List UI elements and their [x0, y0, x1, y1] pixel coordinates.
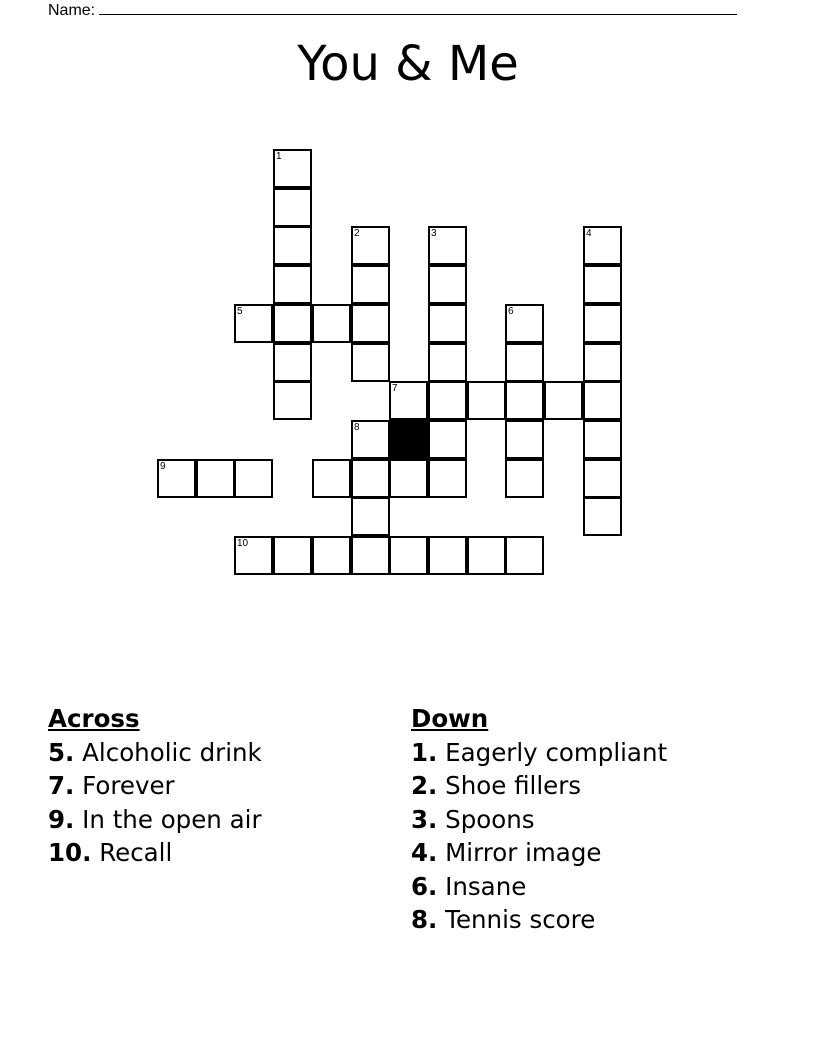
name-label: Name: [48, 2, 96, 19]
clue-number-label: 9 [160, 461, 166, 472]
down-clues [411, 702, 667, 937]
across-clue [48, 769, 262, 803]
grid-cell[interactable] [273, 188, 312, 227]
grid-cell[interactable] [273, 381, 312, 420]
black-square [389, 420, 428, 459]
clue-number: 7. [48, 771, 75, 800]
down-clue [411, 736, 667, 770]
grid-cell[interactable] [273, 265, 312, 304]
clue-text: Spoons [445, 804, 535, 834]
clue-number-label: 7 [392, 383, 398, 394]
clue-text: Recall [99, 838, 173, 867]
grid-cell[interactable] [273, 149, 312, 188]
down-clue [411, 769, 667, 803]
clue-text: Insane [445, 871, 527, 901]
clue-number-label: 3 [431, 228, 437, 239]
grid-cell[interactable] [351, 420, 390, 459]
clue-number: 3. [411, 804, 438, 834]
down-clue-list [411, 736, 667, 937]
grid-cell[interactable] [428, 459, 467, 498]
clue-number: 2. [411, 771, 438, 800]
clue-number: 5. [48, 737, 75, 767]
grid-cell[interactable] [428, 304, 467, 343]
grid-cell[interactable] [428, 536, 467, 575]
clue-text: Alcoholic drink [82, 737, 262, 767]
grid-cell[interactable] [583, 381, 622, 420]
grid-cell[interactable] [273, 304, 312, 343]
clue-text: Mirror image [445, 838, 602, 867]
grid-cell[interactable] [467, 536, 506, 575]
grid-cell[interactable] [273, 536, 312, 575]
grid-cell[interactable] [583, 343, 622, 382]
across-clue [48, 803, 262, 837]
clue-number: 9. [48, 804, 75, 834]
down-clue [411, 903, 667, 937]
grid-cell[interactable] [583, 265, 622, 304]
down-clue [411, 870, 667, 904]
grid-cell[interactable] [505, 420, 544, 459]
grid-cell[interactable] [467, 381, 506, 420]
grid-cell[interactable] [505, 343, 544, 382]
grid-cell[interactable] [583, 304, 622, 343]
grid-cell[interactable] [389, 459, 428, 498]
clue-text: Forever [82, 771, 175, 800]
across-clues [48, 702, 262, 870]
clue-number: 10. [48, 838, 92, 867]
across-clue [48, 836, 262, 870]
clue-number: 6. [411, 871, 438, 901]
across-clue-list [48, 736, 262, 870]
clue-number-label: 8 [354, 422, 360, 433]
grid-cell[interactable] [428, 226, 467, 265]
clue-number: 4. [411, 838, 438, 867]
clue-number-label: 1 [276, 151, 282, 162]
clue-number-label: 6 [508, 306, 514, 317]
clue-number: 1. [411, 737, 438, 767]
grid-cell[interactable] [389, 381, 428, 420]
down-clue [411, 803, 667, 837]
grid-cell[interactable] [234, 536, 273, 575]
grid-cell[interactable] [273, 226, 312, 265]
grid-cell[interactable] [234, 304, 273, 343]
clue-text: Shoe fillers [445, 771, 582, 800]
clue-number: 8. [411, 905, 438, 934]
clue-text: In the open air [82, 804, 262, 834]
grid-cell[interactable] [234, 459, 273, 498]
clue-text: Eagerly compliant [445, 737, 668, 767]
clue-number-label: 4 [586, 228, 592, 239]
grid-cell[interactable] [583, 420, 622, 459]
grid-cell[interactable] [428, 265, 467, 304]
grid-cell[interactable] [196, 459, 235, 498]
grid-cell[interactable] [351, 459, 390, 498]
grid-cell[interactable] [351, 304, 390, 343]
grid-cell[interactable] [273, 343, 312, 382]
grid-cell[interactable] [312, 459, 351, 498]
grid-cell[interactable] [505, 381, 544, 420]
down-clue [411, 836, 667, 870]
across-clue [48, 736, 262, 770]
grid-cell[interactable] [428, 343, 467, 382]
clue-number-label: 2 [354, 228, 360, 239]
grid-cell[interactable] [583, 497, 622, 536]
grid-cell[interactable] [428, 381, 467, 420]
grid-cell[interactable] [505, 536, 544, 575]
grid-cell[interactable] [351, 265, 390, 304]
grid-cell[interactable] [351, 343, 390, 382]
page-title: You & Me [297, 36, 519, 92]
grid-cell[interactable] [428, 420, 467, 459]
grid-cell[interactable] [389, 536, 428, 575]
grid-cell[interactable] [351, 497, 390, 536]
clue-text: Tennis score [445, 905, 596, 934]
grid-cell[interactable] [312, 536, 351, 575]
grid-cell[interactable] [351, 536, 390, 575]
grid-cell[interactable] [583, 459, 622, 498]
grid-cell[interactable] [505, 304, 544, 343]
grid-cell[interactable] [583, 226, 622, 265]
grid-cell[interactable] [351, 226, 390, 265]
down-heading: Down [411, 704, 489, 733]
grid-cell[interactable] [312, 304, 351, 343]
grid-cell[interactable] [505, 459, 544, 498]
clue-number-label: 5 [237, 306, 243, 317]
across-heading: Across [48, 704, 140, 733]
grid-cell[interactable] [544, 381, 583, 420]
clue-number-label: 10 [237, 538, 249, 549]
grid-cell[interactable] [157, 459, 196, 498]
